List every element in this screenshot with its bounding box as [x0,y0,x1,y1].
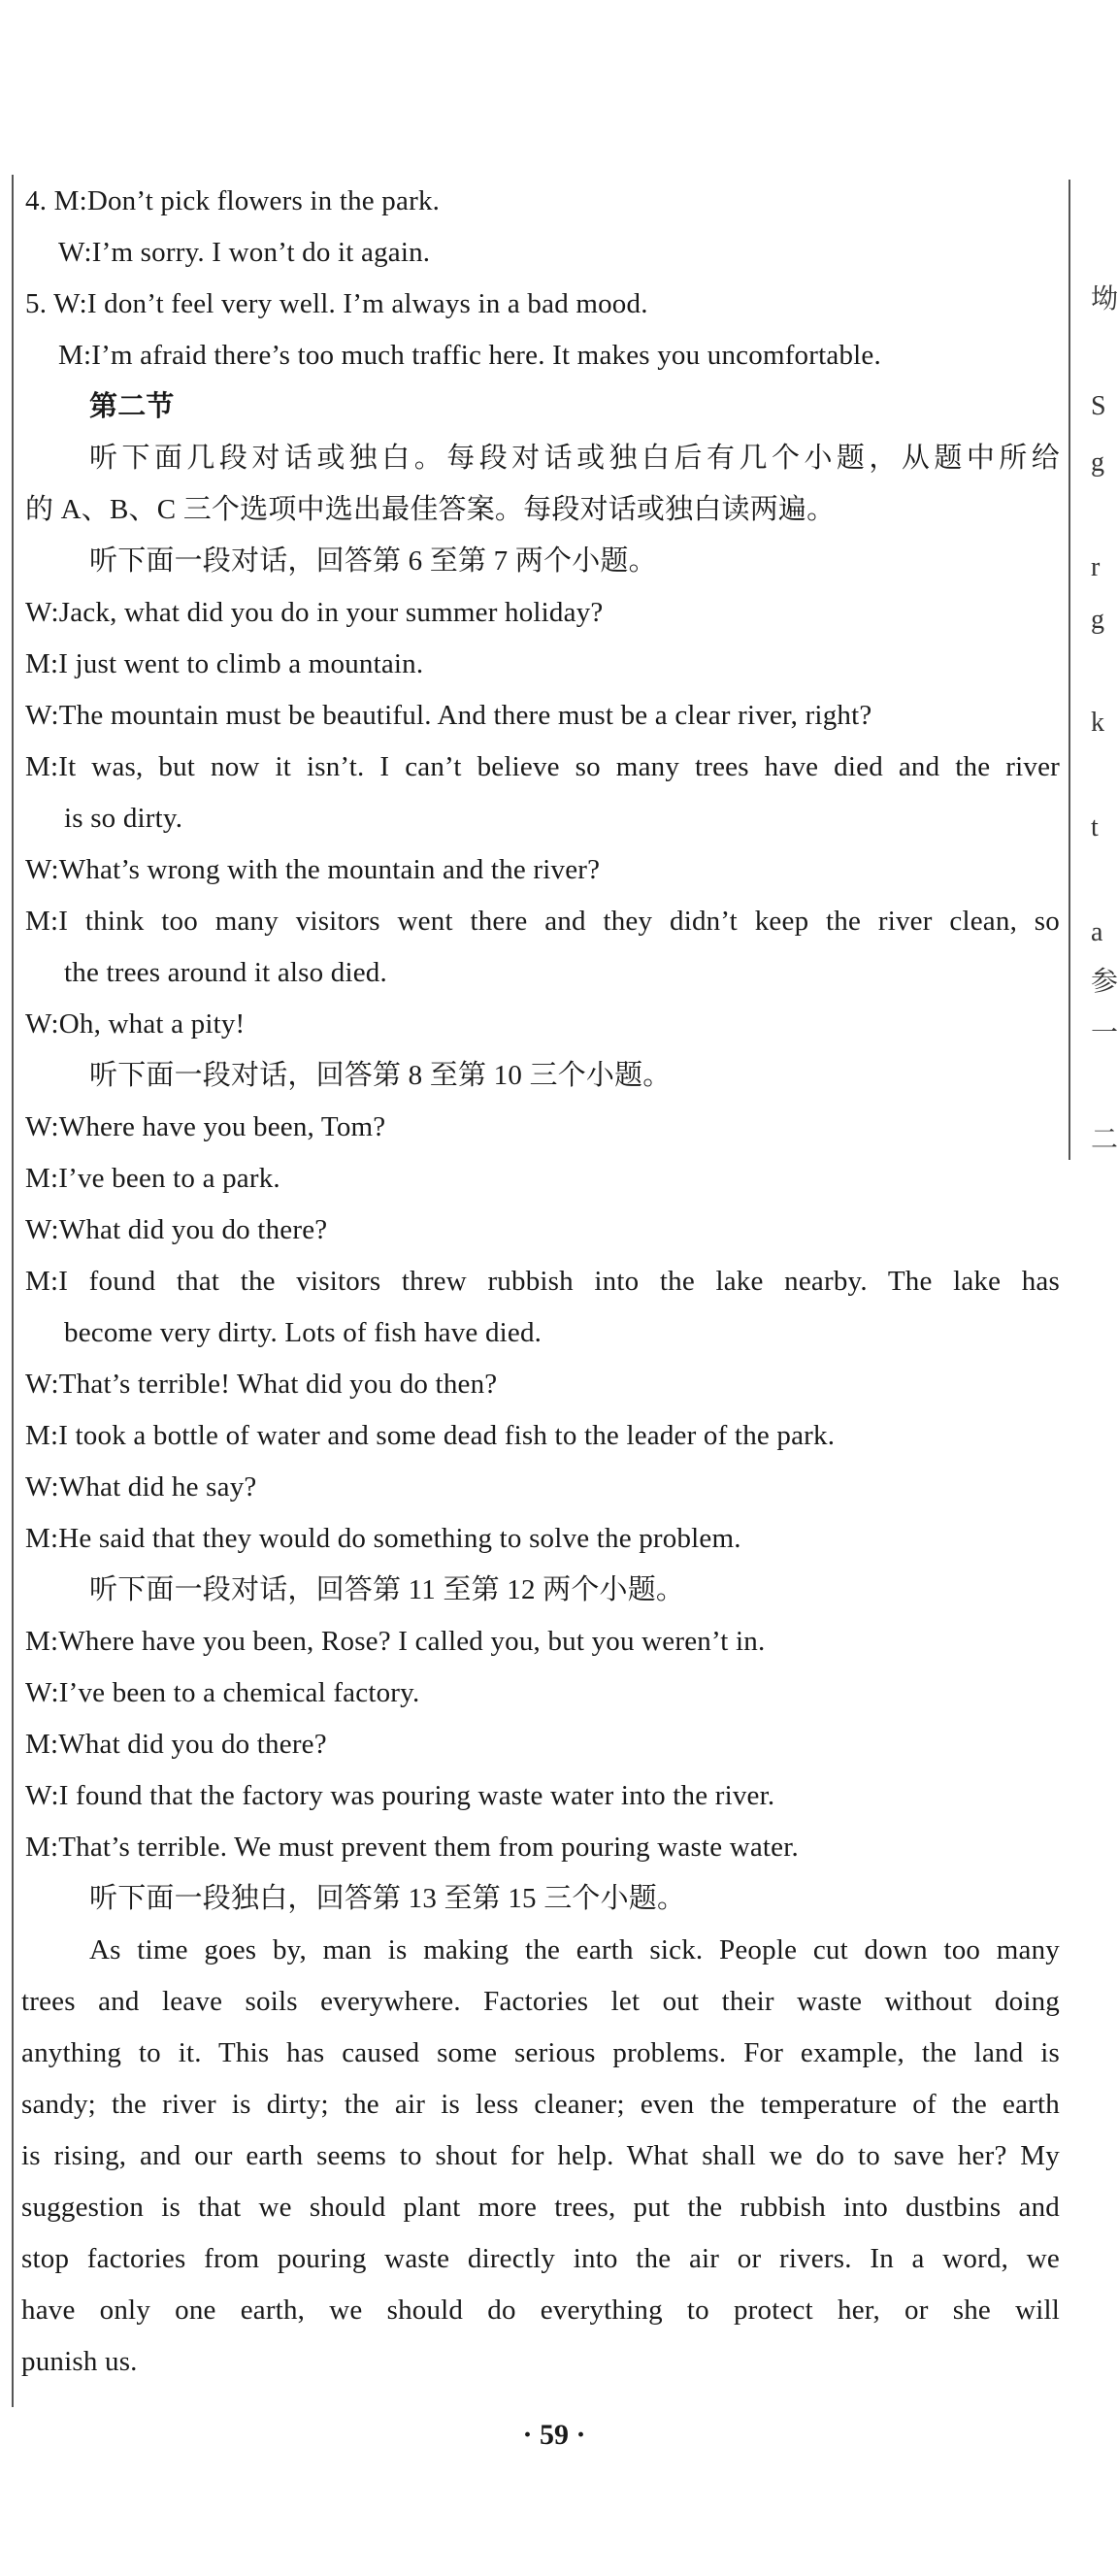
text-line: W:What did you do there? [25,1214,328,1245]
text-line: M:He said that they would do something to solve the problem. [25,1523,741,1554]
section-heading: 第二节 [89,391,175,422]
text-line: W:I’m sorry. I won’t do it again. [58,237,431,268]
instruction-line: 听下面几段对话或独白。每段对话或独白后有几个小题，从题中所给 [89,443,1060,474]
left-margin-rule [12,175,14,2407]
dialogue-heading: 听下面一段对话，回答第 11 至第 12 两个小题。 [89,1574,685,1605]
paragraph-line: trees and leave soils everywhere. Factories let out their waste without doing [21,1986,1060,2017]
paragraph-line: suggestion is that we should plant more trees, put the rubbish into dustbins and [21,2192,1060,2223]
text-line: M:I’m afraid there’s too much traffic here. It makes you uncomfortable. [58,340,881,371]
right-margin-rule [1069,180,1070,1160]
dialogue-heading: 听下面一段对话，回答第 8 至第 10 三个小题。 [89,1060,672,1091]
text-line: M:Where have you been, Rose? I called you, but you weren’t in. [25,1626,766,1657]
text-line: M:I just went to climb a mountain. [25,648,424,679]
paragraph-line: is rising, and our earth seems to shout for help. What shall we do to save her? My [21,2140,1060,2171]
monologue-heading: 听下面一段独白，回答第 13 至第 15 三个小题。 [89,1883,686,1914]
paragraph-line: sandy; the river is dirty; the air is less cleaner; even the temperature of the earth [21,2089,1060,2120]
text-line: W:What’s wrong with the mountain and the river? [25,854,601,885]
instruction-line: 的 A、B、C 三个选项中选出最佳答案。每段对话或独白读两遍。 [25,494,836,525]
edge-fragment: t [1091,812,1099,842]
dialogue-heading: 听下面一段对话，回答第 6 至第 7 两个小题。 [89,545,657,577]
page-number: · 59 · [522,2419,586,2451]
paragraph-line: As time goes by, man is making the earth sick. People cut down too many [89,1934,1060,1965]
text-line: the trees around it also died. [64,957,387,988]
text-line: M:That’s terrible. We must prevent them from pouring waste water. [25,1832,799,1863]
text-line: W:I’ve been to a chemical factory. [25,1677,420,1708]
text-line: M:What did you do there? [25,1729,327,1760]
text-line: W:The mountain must be beautiful. And there must be a clear river, right? [25,700,872,731]
text-line: 5. W:I don’t feel very well. I’m always in a bad mood. [25,288,648,319]
text-line: W:What did he say? [25,1471,257,1503]
edge-fragment: 坳 [1091,284,1118,314]
text-line: W:I found that the factory was pouring waste water into the river. [25,1780,775,1811]
text-line: is so dirty. [64,803,183,834]
text-line: W:Where have you been, Tom? [25,1111,386,1142]
text-line: M:I found that the visitors threw rubbish into the lake nearby. The lake has [25,1266,1060,1297]
text-line: M:I’ve been to a park. [25,1163,280,1194]
edge-fragment: k [1091,708,1104,738]
paragraph-line: have only one earth, we should do everything to protect her, or she will [21,2295,1060,2326]
text-line: W:Jack, what did you do in your summer holiday? [25,597,604,628]
paragraph-line: anything to it. This has caused some serious problems. For example, the land is [21,2037,1060,2068]
edge-fragment: a [1091,917,1103,947]
edge-fragment: g [1091,447,1104,478]
edge-fragment: 二 [1091,1125,1118,1155]
edge-fragment: g [1091,605,1104,635]
edge-fragment: 参 [1091,967,1118,997]
edge-fragment: r [1091,552,1101,582]
edge-fragment: S [1091,391,1106,421]
paragraph-line: stop factories from pouring waste directly into the air or rivers. In a word, we [21,2243,1060,2274]
text-line: become very dirty. Lots of fish have died. [64,1317,543,1348]
text-line: M:I think too many visitors went there and they didn’t keep the river clean, so [25,906,1060,937]
text-line: W:Oh, what a pity! [25,1008,246,1040]
edge-fragment: 一 [1091,1018,1118,1048]
text-line: M:I took a bottle of water and some dead fish to the leader of the park. [25,1420,836,1451]
text-line: M:It was, but now it isn’t. I can’t believe so many trees have died and the river [25,751,1060,782]
text-line: 4. M:Don’t pick flowers in the park. [25,185,441,216]
paragraph-line: punish us. [21,2346,138,2377]
text-line: W:That’s terrible! What did you do then? [25,1369,498,1400]
